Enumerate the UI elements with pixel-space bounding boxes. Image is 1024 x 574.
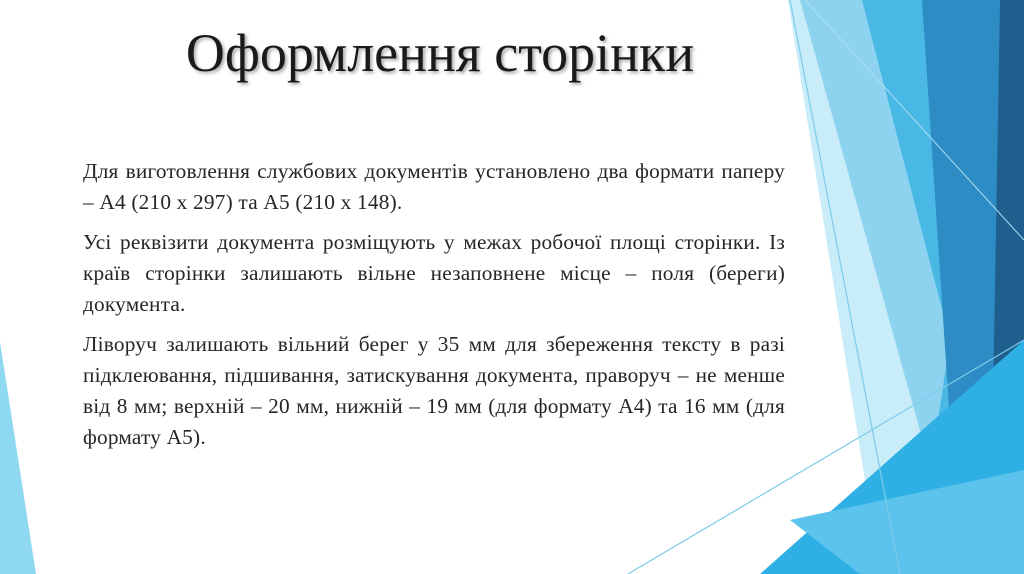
paragraph-paper-formats: Для виготовлення службових документів установлено два формати паперу – А4 (210 х 297) та А5 (210 х 148). xyxy=(83,159,785,214)
left-edge-triangle xyxy=(0,342,36,574)
paragraph-margins: Ліворуч залишають вільний берег у 35 мм для збереження тексту в разі підклеювання, підшивання, затискування документа, праворуч – не менше від 8 мм; верхній – 20 мм, нижній – 19 мм (для формату А4) та 16 мм (для формату А5). xyxy=(83,332,785,449)
slide-title: Оформлення сторінки xyxy=(185,23,695,83)
slide-body xyxy=(83,156,785,462)
paragraph-working-area: Усі реквізити документа розміщують у межах робочої площі сторінки. Із країв сторінки залишають вільне незаповнене місце – поля (береги) документа. xyxy=(83,230,785,316)
